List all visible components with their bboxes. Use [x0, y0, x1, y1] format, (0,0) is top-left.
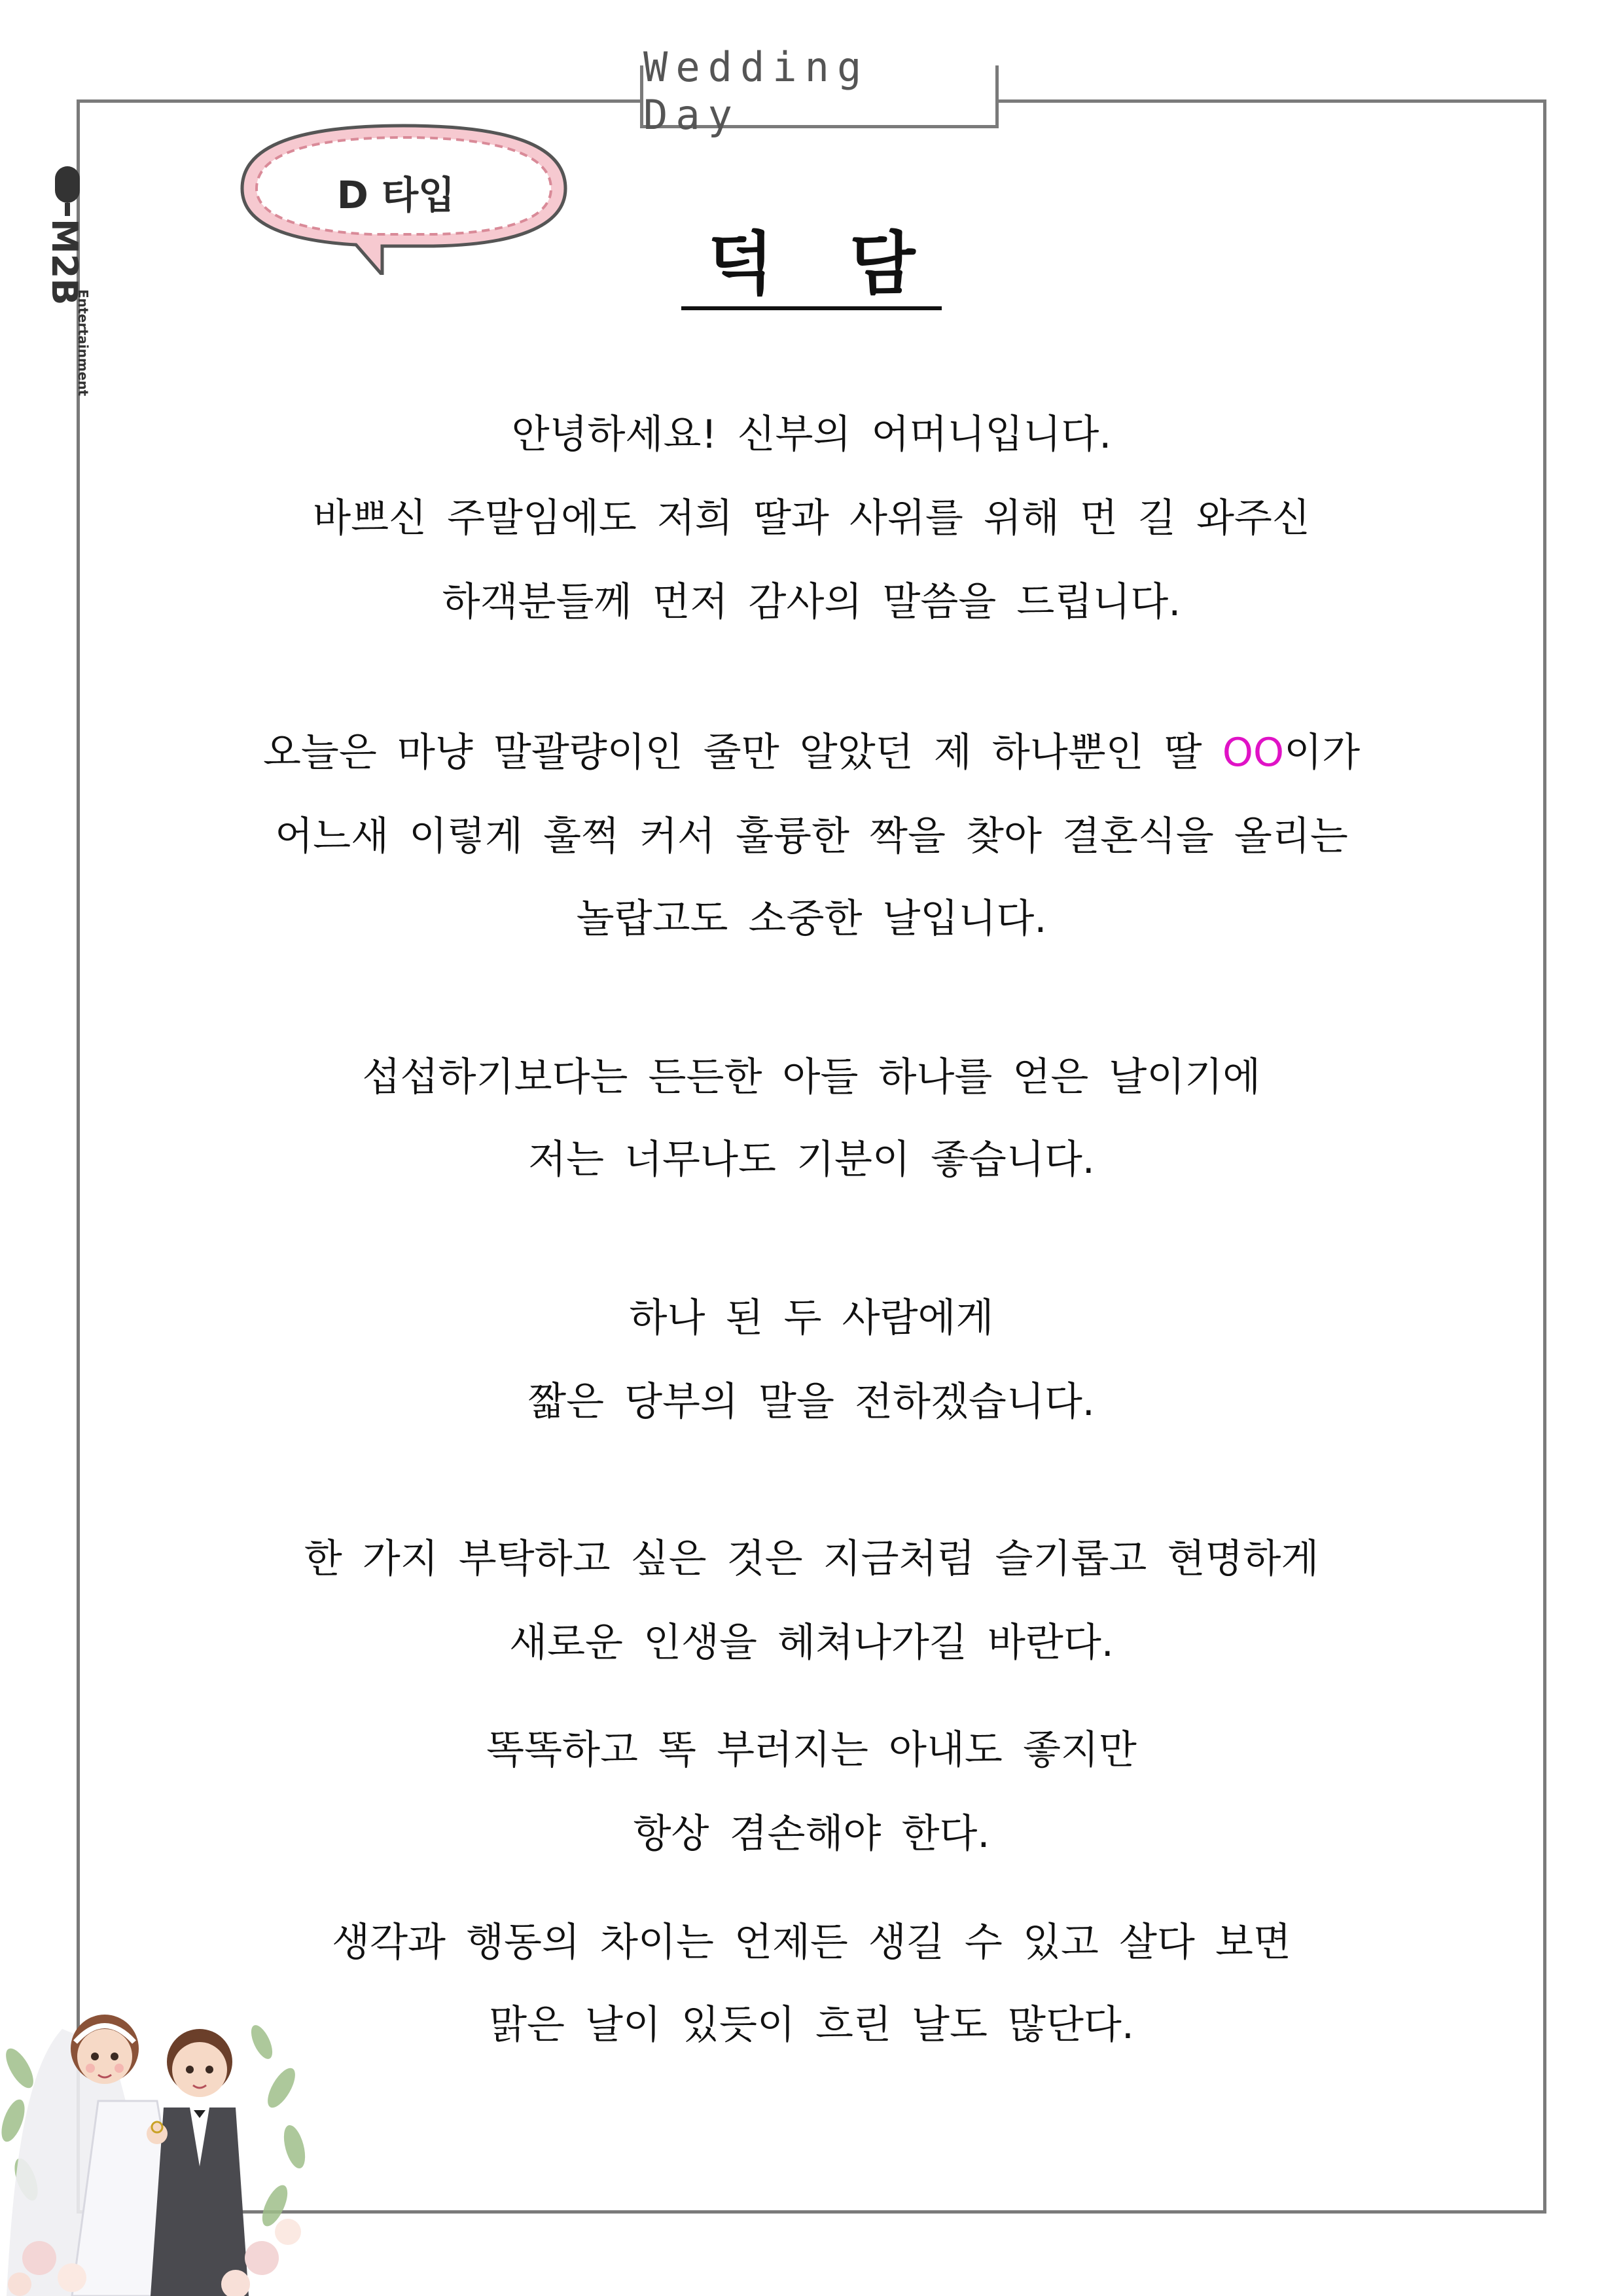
speech-line: 항상 겸손해야 한다.	[633, 1811, 990, 1857]
page-title-wrap	[0, 221, 1623, 327]
speech-line: 맑은 날이 있듯이 흐린 날도 많단다.	[489, 2002, 1134, 2048]
speech-line: 저는 너무나도 기분이 좋습니다.	[528, 1137, 1095, 1183]
header-tab-text: Wedding Day	[643, 43, 870, 139]
speech-line: 안녕하세요! 신부의 어머니입니다.	[511, 412, 1112, 457]
speech-line: 똑똑하고 똑 부러지는 아내도 좋지만	[486, 1727, 1137, 1773]
speech-line: 하나 된 두 사람에게	[629, 1295, 994, 1341]
speech-line: 한 가지 부탁하고 싶은 것은 지금처럼 슬기롭고 현명하게	[304, 1536, 1319, 1582]
logo-subtext: Entertainment	[75, 289, 91, 397]
header-tab	[640, 43, 999, 139]
speech-text: 오늘은 마냥 말괄량이인 줄만 알았던 제 하나뿐인 딸	[262, 730, 1222, 776]
speech-line: 생각과 행동의 차이는 언제든 생길 수 있고 살다 보면	[332, 1920, 1291, 1965]
speech-line: 어느새 이렇게 훌쩍 커서 훌륭한 짝을 찾아 결혼식을 올리는	[275, 814, 1348, 859]
speech-line: 하객분들께 먼저 감사의 말씀을 드립니다.	[442, 579, 1181, 625]
wedding-couple-illustration	[0, 1970, 314, 2296]
speech-line-with-name	[0, 726, 1623, 779]
speech-line: 바쁘신 주말임에도 저희 딸과 사위를 위해 먼 길 와주신	[313, 495, 1310, 541]
speech-line: 놀랍고도 소중한 날입니다.	[576, 896, 1047, 942]
microphone-icon	[55, 166, 80, 216]
page-title: 덕 담	[681, 224, 941, 310]
speech-text: 이가	[1284, 730, 1361, 776]
badge-label: D 타입	[336, 173, 455, 217]
logo-text: M2B	[44, 219, 85, 306]
speech-line: 섭섭하기보다는 든든한 아들 하나를 얻은 날이기에	[362, 1054, 1261, 1100]
bride-name-placeholder: OO	[1222, 730, 1285, 776]
speech-line: 짧은 당부의 말을 전하겠습니다.	[528, 1379, 1095, 1425]
speech-line: 새로운 인생을 헤쳐나가길 바란다.	[509, 1620, 1114, 1666]
groom-figure	[151, 2029, 249, 2296]
